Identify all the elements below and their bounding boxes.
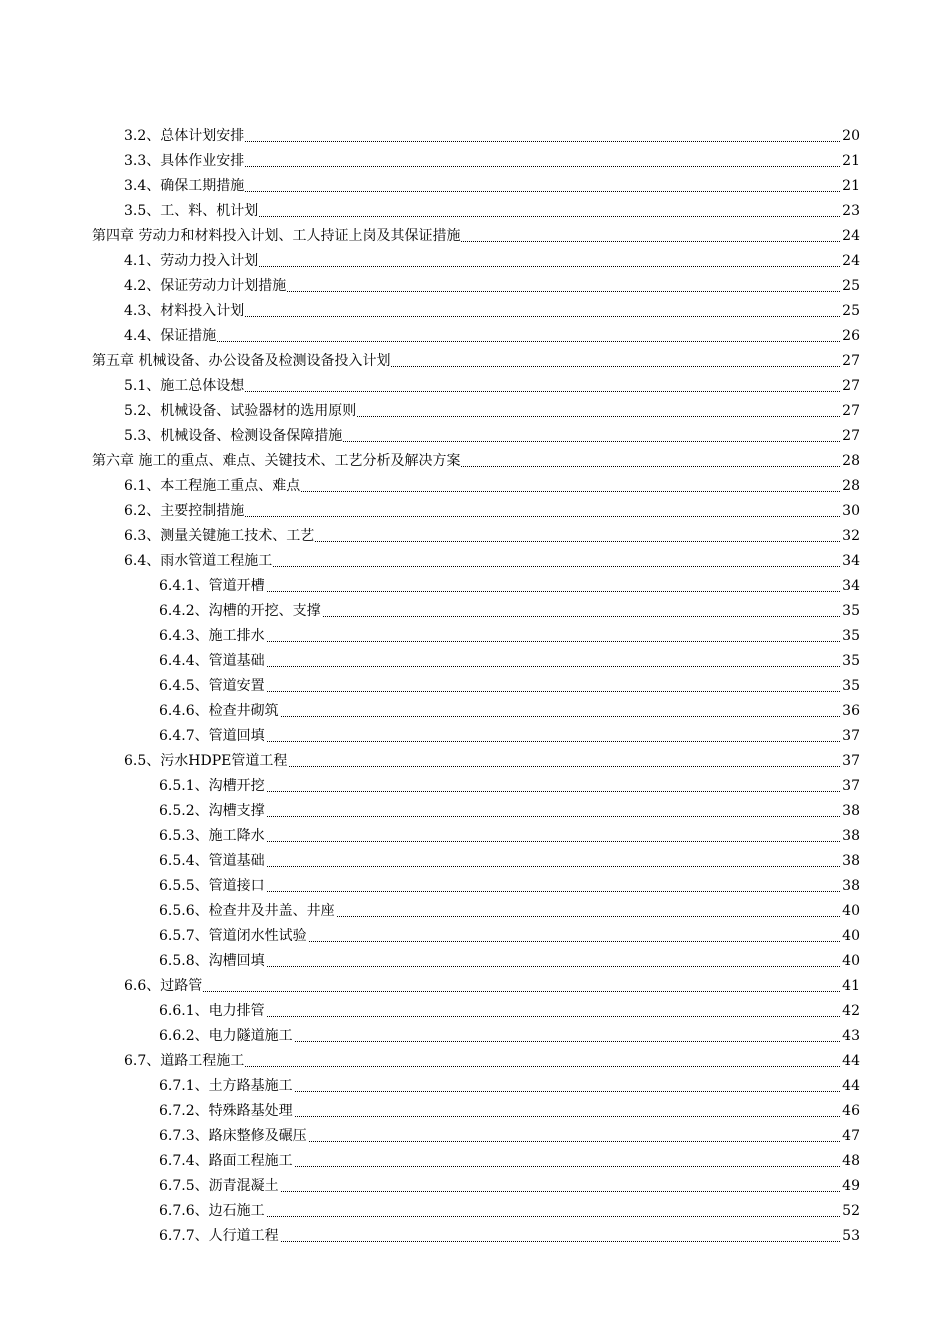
toc-entry-title: 5.3、机械设备、检测设备保障措施	[124, 424, 343, 449]
toc-entry-title: 6.7.2、特殊路基处理	[159, 1099, 294, 1124]
toc-entry-page-number: 41	[841, 974, 860, 999]
toc-entry[interactable]	[0, 1124, 950, 1149]
toc-entry[interactable]	[0, 224, 950, 249]
toc-entry[interactable]	[0, 849, 950, 874]
toc-entry[interactable]	[0, 574, 950, 599]
toc-entry-title: 6.1、本工程施工重点、难点	[124, 474, 301, 499]
toc-entry-page-number: 35	[841, 624, 860, 649]
toc-entry[interactable]	[0, 824, 950, 849]
toc-entry-title: 6.5.4、管道基础	[159, 849, 266, 874]
toc-entry[interactable]	[0, 1174, 950, 1199]
toc-entry[interactable]	[0, 749, 950, 774]
toc-entry[interactable]	[0, 349, 950, 374]
toc-entry-page-number: 38	[841, 824, 860, 849]
toc-entry-page-number: 26	[841, 324, 860, 349]
toc-entry-title: 第六章 施工的重点、难点、关键技术、工艺分析及解决方案	[92, 449, 461, 474]
toc-entry[interactable]	[0, 924, 950, 949]
toc-entry-page-number: 38	[841, 849, 860, 874]
toc-entry[interactable]	[0, 199, 950, 224]
toc-entry[interactable]	[0, 124, 950, 149]
toc-entry[interactable]	[0, 499, 950, 524]
toc-entry-title: 6.5.1、沟槽开挖	[159, 774, 266, 799]
toc-entry[interactable]	[0, 274, 950, 299]
toc-entry-page-number: 36	[841, 699, 860, 724]
toc-entry-page-number: 40	[841, 899, 860, 924]
toc-entry[interactable]	[0, 149, 950, 174]
toc-entry[interactable]	[0, 1199, 950, 1224]
toc-entry-page-number: 34	[841, 549, 860, 574]
toc-entry[interactable]	[0, 424, 950, 449]
toc-entry-page-number: 28	[841, 474, 860, 499]
toc-entry[interactable]	[0, 624, 950, 649]
toc-entry-title: 5.1、施工总体设想	[124, 374, 245, 399]
toc-entry-page-number: 25	[841, 299, 860, 324]
toc-entry[interactable]	[0, 649, 950, 674]
toc-entry-title: 第四章 劳动力和材料投入计划、工人持证上岗及其保证措施	[92, 224, 461, 249]
toc-entry-page-number: 24	[841, 249, 860, 274]
toc-entry[interactable]	[0, 699, 950, 724]
dot-leader	[124, 991, 840, 992]
toc-entry-title: 6.5.2、沟槽支撑	[159, 799, 266, 824]
toc-entry-title: 6.4.4、管道基础	[159, 649, 266, 674]
toc-entry[interactable]	[0, 1099, 950, 1124]
toc-entry[interactable]	[0, 674, 950, 699]
toc-entry-page-number: 38	[841, 799, 860, 824]
toc-entry-title: 6.7.5、沥青混凝土	[159, 1174, 280, 1199]
toc-entry[interactable]	[0, 524, 950, 549]
toc-entry-page-number: 35	[841, 599, 860, 624]
toc-entry-title: 6.7.4、路面工程施工	[159, 1149, 294, 1174]
toc-entry-page-number: 40	[841, 924, 860, 949]
toc-entry-page-number: 47	[841, 1124, 860, 1149]
toc-entry[interactable]	[0, 1224, 950, 1249]
toc-entry-page-number: 32	[841, 524, 860, 549]
toc-entry-page-number: 46	[841, 1099, 860, 1124]
toc-entry-title: 6.5.8、沟槽回填	[159, 949, 266, 974]
toc-entry[interactable]	[0, 724, 950, 749]
toc-entry[interactable]	[0, 324, 950, 349]
toc-entry-page-number: 25	[841, 274, 860, 299]
toc-entry-page-number: 53	[841, 1224, 860, 1249]
toc-entry-title: 6.7.3、路床整修及碾压	[159, 1124, 308, 1149]
toc-entry-title: 6.4.1、管道开槽	[159, 574, 266, 599]
toc-entry-title: 第五章 机械设备、办公设备及检测设备投入计划	[92, 349, 391, 374]
toc-entry-page-number: 52	[841, 1199, 860, 1224]
toc-entry-page-number: 37	[841, 774, 860, 799]
toc-entry-page-number: 42	[841, 999, 860, 1024]
toc-entry[interactable]	[0, 449, 950, 474]
toc-entry[interactable]	[0, 599, 950, 624]
toc-entry-title: 3.3、具体作业安排	[124, 149, 245, 174]
toc-entry-title: 6.4.6、检查井砌筑	[159, 699, 280, 724]
toc-entry-page-number: 43	[841, 1024, 860, 1049]
toc-entry-title: 6.5、污水HDPE管道工程	[124, 749, 288, 774]
toc-entry-page-number: 38	[841, 874, 860, 899]
toc-entry-title: 3.4、确保工期措施	[124, 174, 245, 199]
toc-entry[interactable]	[0, 799, 950, 824]
toc-entry-title: 6.4.2、沟槽的开挖、支撑	[159, 599, 322, 624]
toc-entry-page-number: 28	[841, 449, 860, 474]
toc-entry[interactable]	[0, 999, 950, 1024]
table-of-contents	[0, 124, 950, 1249]
toc-entry-page-number: 40	[841, 949, 860, 974]
toc-entry-title: 4.4、保证措施	[124, 324, 217, 349]
toc-entry[interactable]	[0, 949, 950, 974]
toc-entry-title: 6.7.6、边石施工	[159, 1199, 266, 1224]
toc-entry-page-number: 24	[841, 224, 860, 249]
toc-entry-title: 6.5.3、施工降水	[159, 824, 266, 849]
toc-entry-title: 6.7.7、人行道工程	[159, 1224, 280, 1249]
toc-entry-page-number: 20	[841, 124, 860, 149]
toc-entry-page-number: 34	[841, 574, 860, 599]
toc-entry-title: 5.2、机械设备、试验器材的选用原则	[124, 399, 357, 424]
toc-entry-page-number: 37	[841, 749, 860, 774]
toc-entry[interactable]	[0, 974, 950, 999]
toc-entry-page-number: 21	[841, 174, 860, 199]
toc-entry-title: 4.3、材料投入计划	[124, 299, 245, 324]
toc-entry-title: 4.2、保证劳动力计划措施	[124, 274, 287, 299]
toc-entry-page-number: 27	[841, 424, 860, 449]
toc-entry-title: 6.6、过路管	[124, 974, 203, 999]
toc-entry[interactable]	[0, 1049, 950, 1074]
toc-entry-page-number: 27	[841, 399, 860, 424]
toc-entry-page-number: 21	[841, 149, 860, 174]
toc-entry-page-number: 35	[841, 674, 860, 699]
toc-entry-page-number: 48	[841, 1149, 860, 1174]
toc-entry[interactable]	[0, 249, 950, 274]
toc-entry-title: 6.5.7、管道闭水性试验	[159, 924, 308, 949]
toc-entry-title: 6.5.5、管道接口	[159, 874, 266, 899]
toc-entry[interactable]	[0, 774, 950, 799]
toc-entry-page-number: 37	[841, 724, 860, 749]
toc-entry-page-number: 49	[841, 1174, 860, 1199]
toc-entry-page-number: 27	[841, 374, 860, 399]
toc-entry-title: 6.4.3、施工排水	[159, 624, 266, 649]
toc-entry[interactable]	[0, 1024, 950, 1049]
toc-entry-page-number: 27	[841, 349, 860, 374]
toc-entry-title: 6.4.7、管道回填	[159, 724, 266, 749]
toc-entry-page-number: 23	[841, 199, 860, 224]
toc-entry-page-number: 44	[841, 1074, 860, 1099]
toc-entry-title: 4.1、劳动力投入计划	[124, 249, 259, 274]
toc-entry-title: 6.6.2、电力隧道施工	[159, 1024, 294, 1049]
toc-entry[interactable]	[0, 899, 950, 924]
toc-entry[interactable]	[0, 474, 950, 499]
toc-entry-title: 3.5、工、料、机计划	[124, 199, 259, 224]
toc-entry[interactable]	[0, 374, 950, 399]
toc-entry-title: 6.6.1、电力排管	[159, 999, 266, 1024]
dot-leader	[124, 341, 840, 342]
toc-entry[interactable]	[0, 1074, 950, 1099]
toc-entry[interactable]	[0, 399, 950, 424]
toc-entry[interactable]	[0, 874, 950, 899]
toc-entry[interactable]	[0, 174, 950, 199]
toc-entry-title: 3.2、总体计划安排	[124, 124, 245, 149]
toc-entry-title: 6.4.5、管道安置	[159, 674, 266, 699]
toc-entry[interactable]	[0, 299, 950, 324]
toc-entry-title: 6.4、雨水管道工程施工	[124, 549, 273, 574]
toc-entry-page-number: 35	[841, 649, 860, 674]
toc-entry-title: 6.5.6、检查井及井盖、井座	[159, 899, 336, 924]
toc-entry[interactable]	[0, 549, 950, 574]
toc-entry-title: 6.3、测量关键施工技术、工艺	[124, 524, 315, 549]
toc-entry-title: 6.7.1、土方路基施工	[159, 1074, 294, 1099]
toc-entry-page-number: 44	[841, 1049, 860, 1074]
toc-entry-title: 6.7、道路工程施工	[124, 1049, 245, 1074]
toc-entry-title: 6.2、主要控制措施	[124, 499, 245, 524]
toc-entry-page-number: 30	[841, 499, 860, 524]
toc-entry[interactable]	[0, 1149, 950, 1174]
